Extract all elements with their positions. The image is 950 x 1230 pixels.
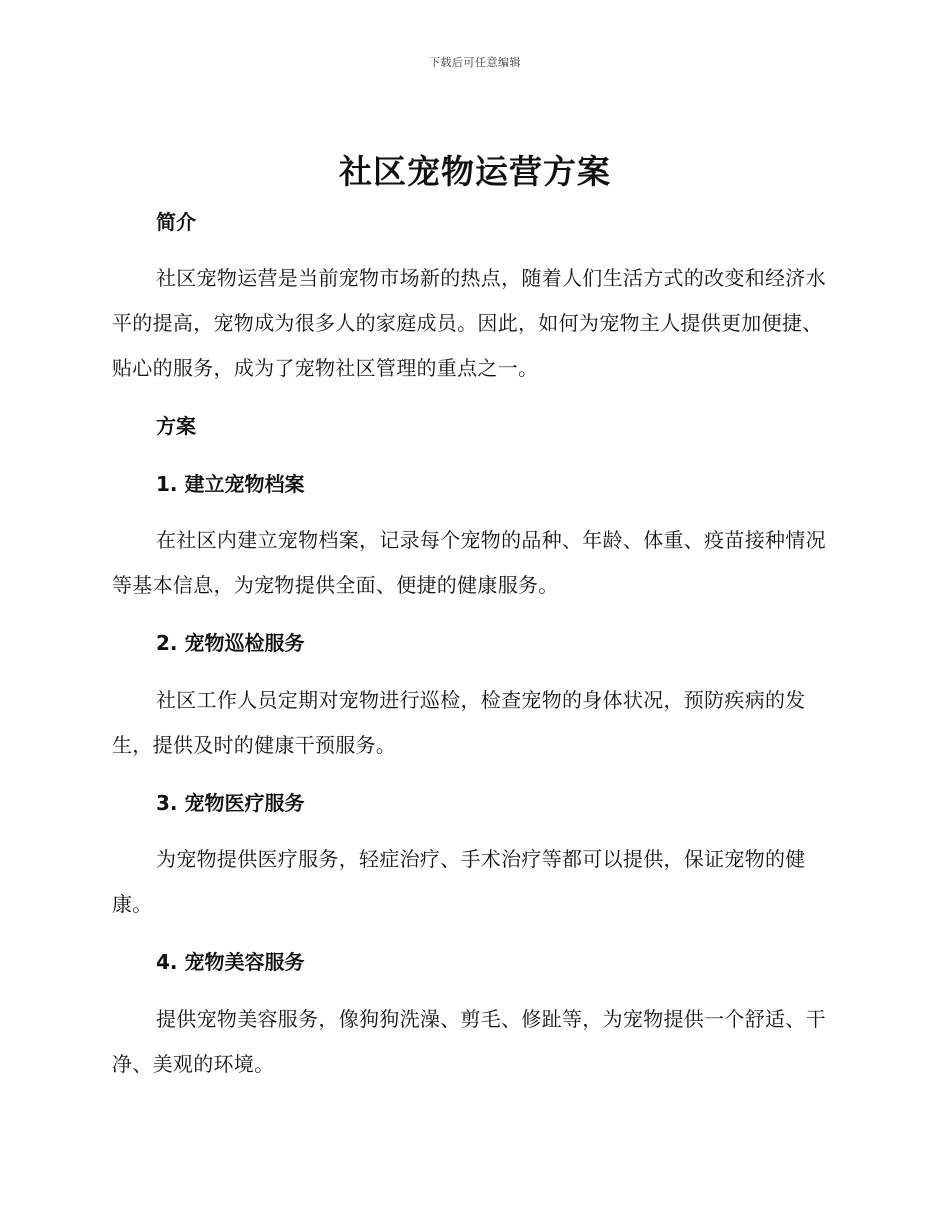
plan-item-heading: 2. 宠物巡检服务 (156, 631, 305, 655)
header-note: 下载后可任意编辑 (429, 56, 521, 69)
plan-item-paragraph: 社区工作人员定期对宠物进行巡检，检查宠物的身体状况，预防疾病的发生，提供及时的健康干预服务。 (112, 688, 806, 757)
plan-item-heading: 4. 宠物美容服务 (156, 950, 305, 974)
document-title: 社区宠物运营方案 (339, 152, 611, 191)
plan-item-paragraph: 提供宠物美容服务，像狗狗洗澡、剪毛、修趾等，为宠物提供一个舒适、干净、美观的环境。 (112, 1007, 826, 1076)
plan-item-heading: 3. 宠物医疗服务 (156, 791, 305, 815)
plan-item-paragraph: 在社区内建立宠物档案，记录每个宠物的品种、年龄、体重、疫苗接种情况等基本信息，为宠物提供全面、便捷的健康服务。 (112, 528, 826, 597)
section-heading-intro: 简介 (156, 210, 196, 234)
section-heading-plan: 方案 (156, 414, 196, 438)
plan-item-heading: 1. 建立宠物档案 (156, 472, 305, 496)
intro-paragraph: 社区宠物运营是当前宠物市场新的热点，随着人们生活方式的改变和经济水平的提高，宠物成为很多人的家庭成员。因此，如何为宠物主人提供更加便捷、贴心的服务，成为了宠物社区管理的重点之一。 (112, 266, 826, 380)
plan-item-paragraph: 为宠物提供医疗服务，轻症治疗、手术治疗等都可以提供，保证宠物的健康。 (112, 847, 806, 916)
